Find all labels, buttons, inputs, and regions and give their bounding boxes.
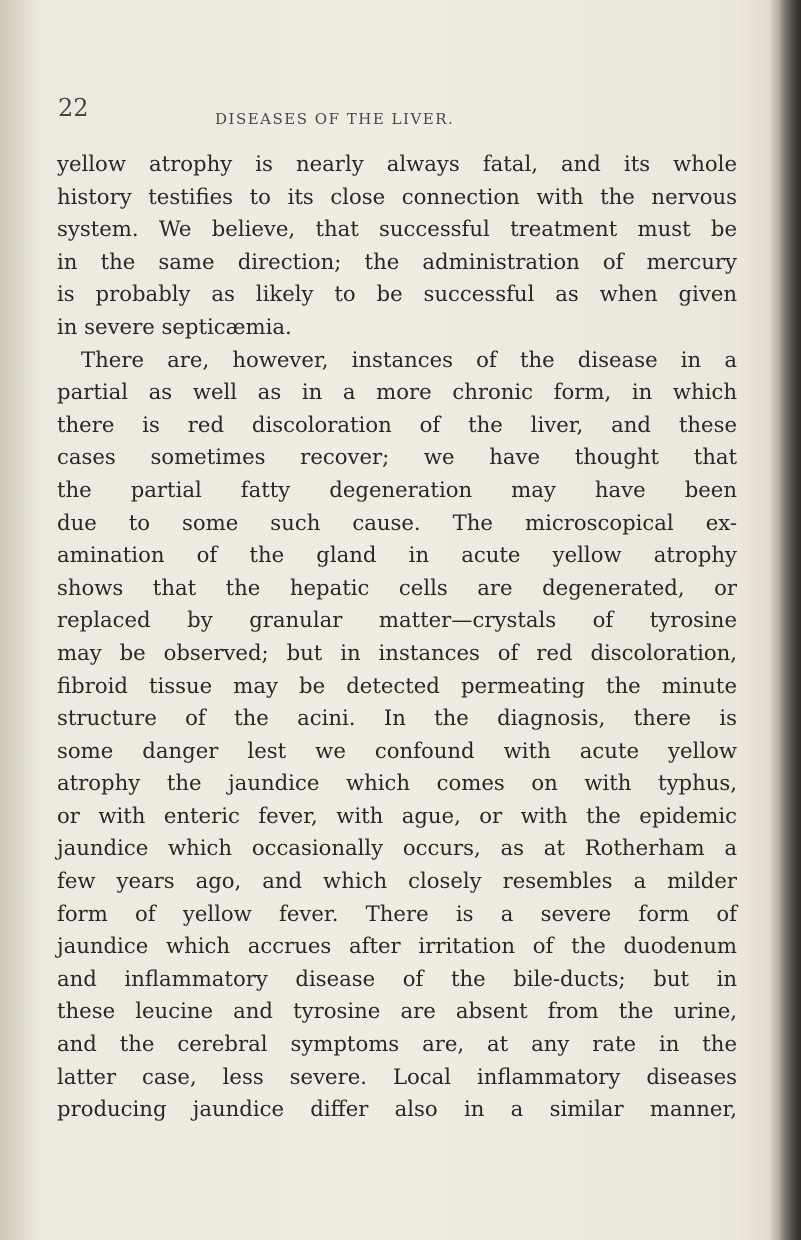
text-line: form of yellow fever. There is a severe form of bbox=[57, 900, 737, 926]
text-line: latter case, less severe. Local inflammatory diseases bbox=[57, 1063, 737, 1089]
running-head: DISEASES OF THE LIVER. bbox=[215, 110, 455, 128]
text-line: atrophy the jaundice which comes on with typhus, bbox=[57, 770, 737, 796]
text-line: the partial fatty degeneration may have been bbox=[57, 476, 737, 502]
text-line: producing jaundice differ also in a similar manner, bbox=[57, 1096, 737, 1122]
text-line: There are, however, instances of the disease in a bbox=[81, 346, 737, 372]
text-line: amination of the gland in acute yellow atrophy bbox=[57, 542, 737, 568]
text-line: in the same direction; the administration of mercury bbox=[57, 248, 737, 274]
text-line: there is red discoloration of the liver, and these bbox=[57, 411, 737, 437]
text-line: few years ago, and which closely resembles a milder bbox=[57, 868, 737, 894]
text-line: and inflammatory disease of the bile-ducts; but in bbox=[57, 965, 737, 991]
text-line: fibroid tissue may be detected permeating the minute bbox=[57, 672, 737, 698]
text-line: some danger lest we confound with acute yellow bbox=[57, 737, 737, 763]
text-line: jaundice which occasionally occurs, as at Rotherham a bbox=[57, 835, 737, 861]
text-line: jaundice which accrues after irritation of the duodenum bbox=[57, 933, 737, 959]
text-line: and the cerebral symptoms are, at any rate in the bbox=[57, 1031, 737, 1057]
text-line: structure of the acini. In the diagnosis, there is bbox=[57, 705, 737, 731]
text-line: due to some such cause. The microscopical ex- bbox=[57, 509, 737, 535]
text-line: or with enteric fever, with ague, or with the epidemic bbox=[57, 802, 737, 828]
text-line: shows that the hepatic cells are degenerated, or bbox=[57, 574, 737, 600]
text-line: may be observed; but in instances of red discoloration, bbox=[57, 639, 737, 665]
text-line: yellow atrophy is nearly always fatal, and its whole bbox=[57, 151, 737, 176]
text-line: history testifies to its close connection with the nervous bbox=[57, 183, 737, 209]
text-line: cases sometimes recover; we have thought that bbox=[57, 444, 737, 470]
text-line: replaced by granular matter—crystals of tyrosine bbox=[57, 607, 737, 633]
page-edge-shadow bbox=[779, 0, 801, 1240]
body-text bbox=[57, 148, 737, 1126]
text-line: is probably as likely to be successful as when given bbox=[57, 281, 737, 307]
page-number: 22 bbox=[58, 94, 89, 122]
text-line: partial as well as in a more chronic form, in which bbox=[57, 379, 737, 405]
text-line: these leucine and tyrosine are absent from the urine, bbox=[57, 998, 737, 1024]
binding-shadow bbox=[0, 0, 40, 1240]
text-line: system. We believe, that successful treatment must be bbox=[57, 216, 737, 242]
text-line: in severe septicæmia. bbox=[57, 313, 292, 339]
